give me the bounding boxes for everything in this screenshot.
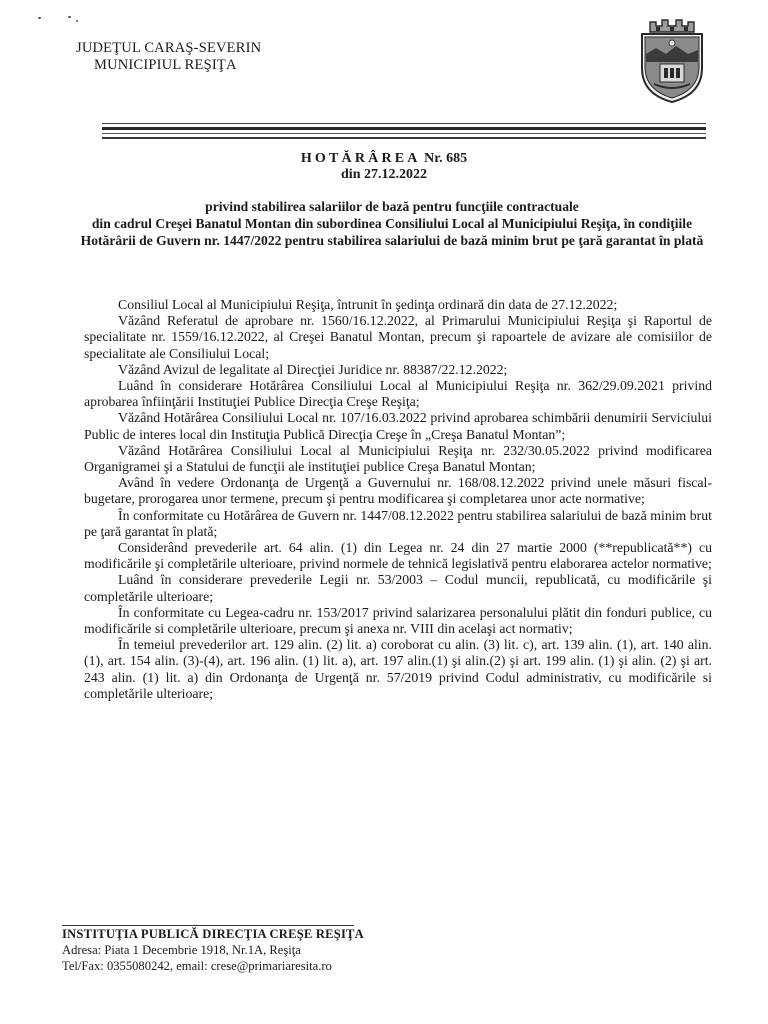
subject-line: din cadrul Creşei Banatul Montan din subordinea Consiliului Local al Municipiului Reşiţa, în condiţiile Hotărârii de Guvern nr. 1447/2022 pentru stabilirea salariului de bază minim brut pe ţară garantat în plată xyxy=(80,216,704,248)
decision-title xyxy=(0,150,768,167)
decision-date: din 27.12.2022 xyxy=(341,167,427,182)
county-name: JUDEŢUL CARAŞ-SEVERIN xyxy=(76,40,262,56)
preamble-paragraph: În temeiul prevederilor art. 129 alin. (2) lit. a) coroborat cu alin. (3) lit. c), art. 139 alin. (1), art. 140 alin. (1), art. 154 alin. (3)-(4), art. 196 alin. (1) lit. a), art. 197 alin.(1) şi alin.(2) şi art. 199 alin. (1) şi alin. (2) şi art. 243 alin. (1) lit. a) din Ordonanţa de Urgenţă nr. 57/2019 privind Codul administrativ, cu modificările si completările ulterioare; xyxy=(84,637,712,701)
subject-line: privind stabilirea salariilor de bază pentru funcţiile contractuale xyxy=(205,199,579,214)
header-rule-thin xyxy=(102,133,706,134)
footer-institution: INSTITUŢIA PUBLICĂ DIRECŢIA CREŞE REŞIŢA xyxy=(62,927,364,941)
scan-speck xyxy=(76,20,78,22)
preamble-paragraph: Având în vedere Ordonanţa de Urgenţă a Guvernului nr. 168/08.12.2022 privind unele măsuri fiscal-bugetare, prorogarea unor termene, precum şi pentru modificarea şi completarea unor acte normative; xyxy=(84,475,712,507)
preamble-paragraph: Văzând Referatul de aprobare nr. 1560/16.12.2022, al Primarului Municipiului Reşiţa şi Raportul de specialitate nr. 1559/16.12.2022, al Creşei Banatul Montan, precum şi rapoartele de avizare ale comisiilor de specialitate ale Consiliului Local; xyxy=(84,313,712,361)
scan-speck xyxy=(68,16,71,18)
footer-address: Adresa: Piata 1 Decembrie 1918, Nr.1A, Reşiţa xyxy=(62,943,301,957)
institution-footer xyxy=(62,926,364,974)
decision-title-word: HOTĂRÂREA xyxy=(300,151,421,166)
issuer-header xyxy=(76,40,261,74)
preamble-paragraph: În conformitate cu Legea-cadru nr. 153/2017 privind salarizarea personalului plătit din fonduri publice, cu modificările si completările ulterioare, precum şi anexa nr. VIII din acelaşi act normativ; xyxy=(84,604,712,637)
preamble-paragraph: Văzând Hotărârea Consiliului Local al Municipiului Reşiţa nr. 232/30.05.2022 privind modificarea Organigramei şi a Statului de funcţii ale instituţiei publice Creşa Banatul Montan; xyxy=(84,442,712,475)
scan-speck xyxy=(38,17,41,19)
preamble-text xyxy=(84,297,712,702)
preamble-paragraph: În conformitate cu Hotărârea de Guvern nr. 1447/08.12.2022 pentru stabilirea salariului de bază minim brut pe ţară garantat în plată; xyxy=(84,507,712,539)
header-rule-medium xyxy=(102,137,706,139)
preamble-paragraph: Consiliul Local al Municipiului Reşiţa, întrunit în şedinţa ordinară din data de 27.12.2022; xyxy=(118,297,618,312)
decision-number: Nr. 685 xyxy=(424,151,468,166)
municipality-name: MUNICIPIUL REŞIŢA xyxy=(94,57,237,73)
preamble-paragraph: Luând în considerare prevederile Legii nr. 53/2003 – Codul muncii, republicată, cu modificările şi completările ulterioare; xyxy=(84,572,712,604)
preamble-paragraph: Văzând Hotărârea Consiliului Local nr. 107/16.03.2022 privind aprobarea schimbării denumirii Serviciului Public de interes local din Instituţia Publică Direcţia Creşe în „Creşa Banatul Montan”; xyxy=(84,410,712,442)
resita-coat-of-arms-icon xyxy=(636,10,708,104)
footer-contact: Tel/Fax: 0355080242, email: crese@primariaresita.ro xyxy=(62,959,332,973)
header-rule-thin xyxy=(102,123,706,124)
preamble-paragraph: Considerând prevederile art. 64 alin. (1) din Legea nr. 24 din 27 martie 2000 (**republicată**) cu modificările şi completările ulterioare, privind normele de tehnică legislativă pentru elaborarea actelor normative; xyxy=(84,540,712,572)
decision-subject xyxy=(72,198,712,249)
header-rule-thick xyxy=(102,127,706,130)
preamble-paragraph: Văzând Avizul de legalitate al Direcţiei Juridice nr. 88387/22.12.2022; xyxy=(118,361,508,377)
preamble-paragraph: Luând în considerare Hotărârea Consiliului Local al Municipiului Reşiţa nr. 362/29.09.2021 privind aprobarea înfiinţării Instituţiei Publice Direcţia Creşe Reşiţa; xyxy=(84,378,712,410)
